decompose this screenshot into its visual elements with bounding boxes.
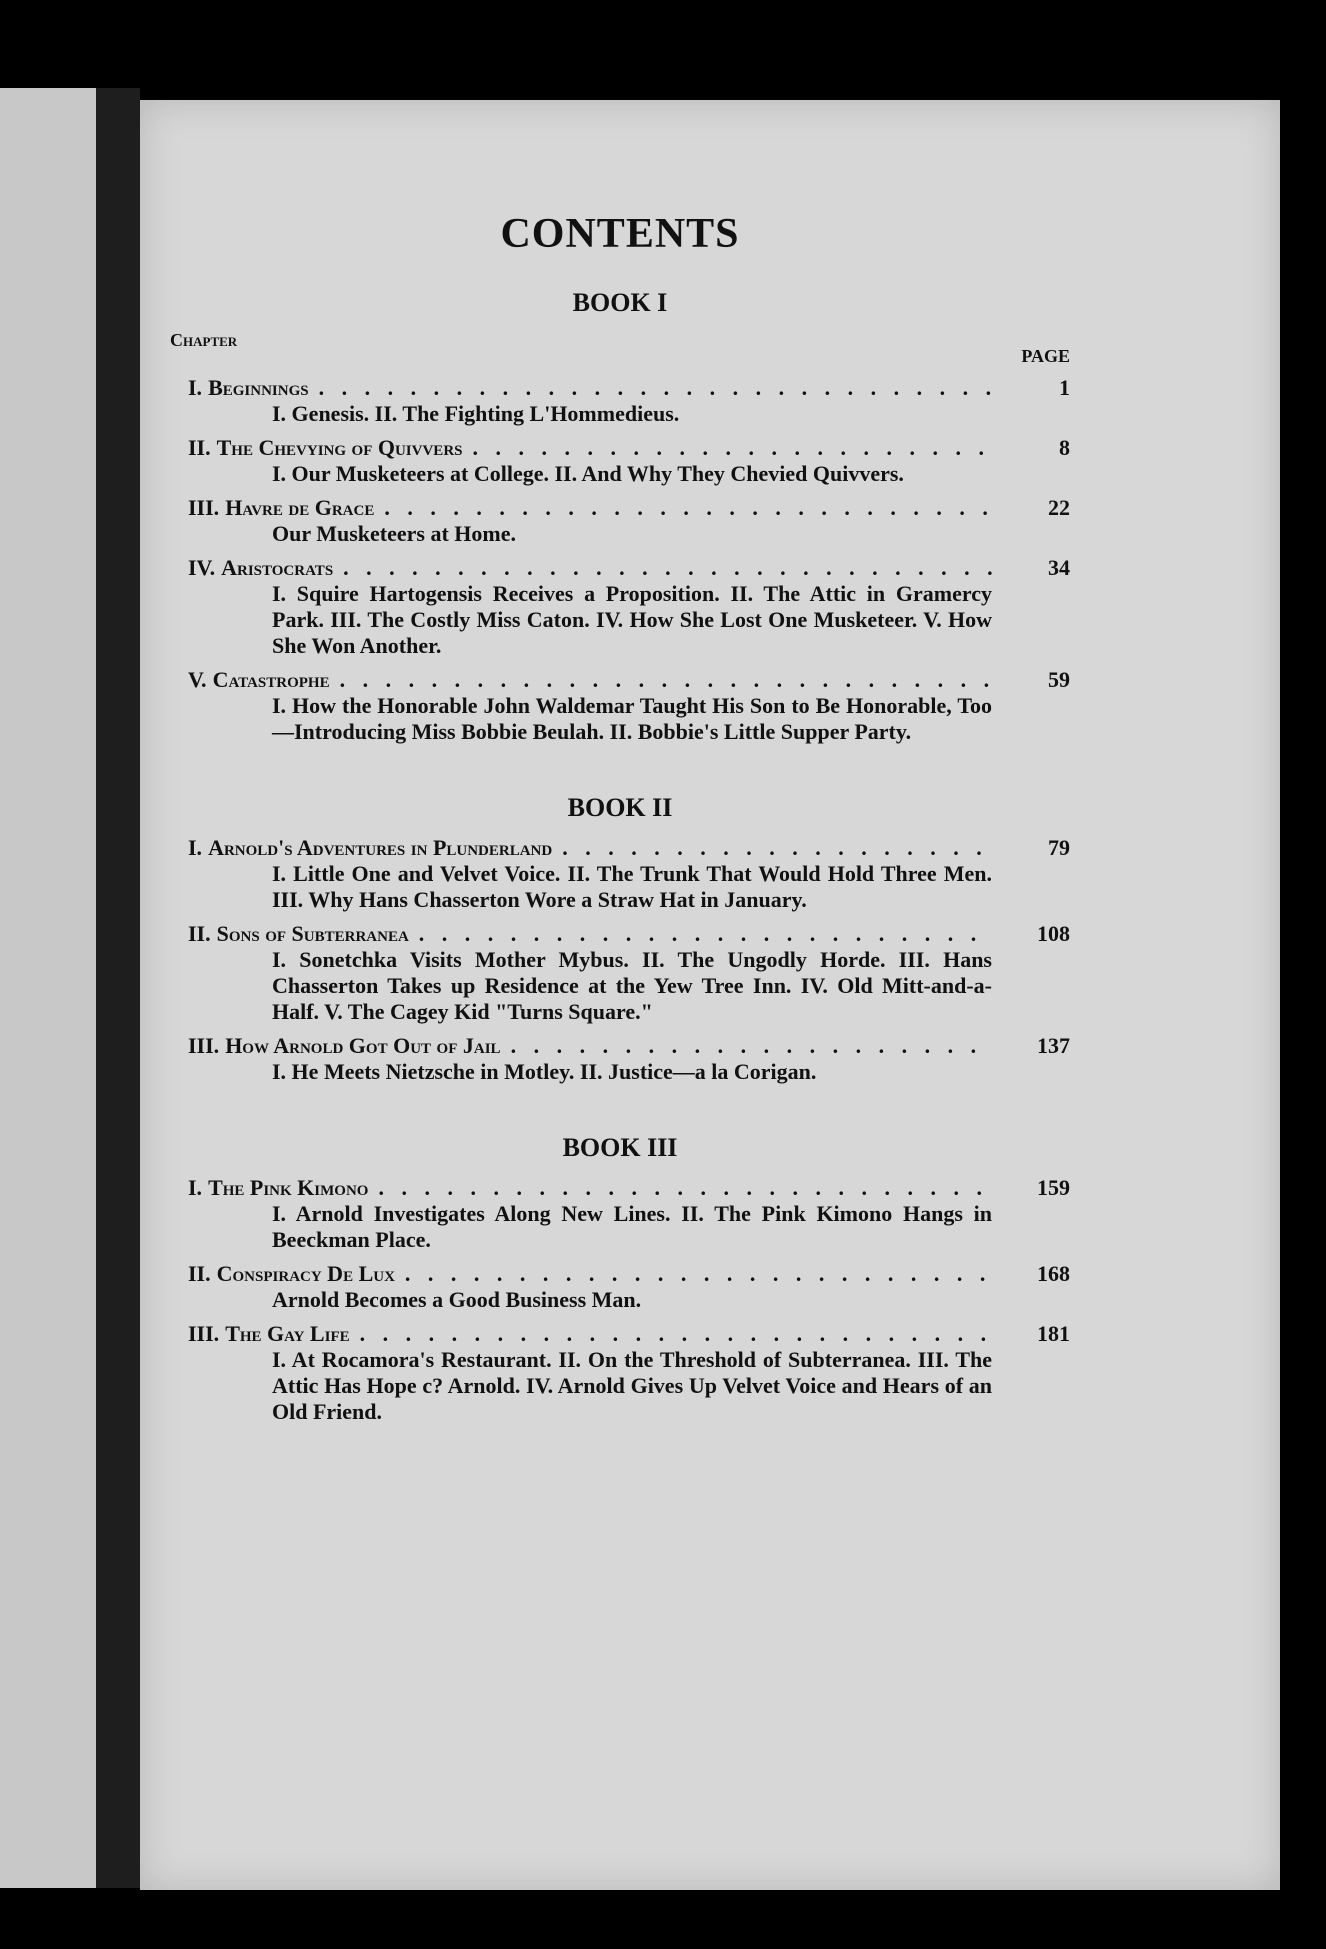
chapter-number: I. xyxy=(188,835,203,860)
chapter-title: The Pink Kimono xyxy=(208,1175,369,1200)
chapter-title: Havre de Grace xyxy=(225,495,375,520)
book-heading: BOOK II xyxy=(567,793,673,822)
chapter-sections: Arnold Becomes a Good Business Man. xyxy=(272,1287,642,1312)
page-number: 181 xyxy=(1037,1321,1070,1346)
page-number: 159 xyxy=(1037,1175,1070,1200)
chapter-title: How Arnold Got Out of Jail xyxy=(225,1033,501,1058)
chapter-label: Chapter xyxy=(170,330,238,350)
column-header xyxy=(170,330,1070,367)
toc-entry xyxy=(170,1033,1070,1085)
chapter-sections: Our Musketeers at Home. xyxy=(272,521,516,546)
dot-leader xyxy=(340,667,994,693)
chapter-number: I. xyxy=(188,1175,203,1200)
toc-entry xyxy=(170,1175,1070,1253)
toc-entry xyxy=(170,1261,1070,1313)
page-number: 59 xyxy=(1048,667,1070,692)
dot-leader xyxy=(378,1175,994,1201)
chapter-title: The Gay Life xyxy=(225,1321,350,1346)
chapter-title: Beginnings xyxy=(208,375,309,400)
chapter-sections: I. He Meets Nietzsche in Motley. II. Justice—a la Corigan. xyxy=(272,1059,817,1084)
dot-leader xyxy=(343,555,994,581)
chapter-number: III. xyxy=(188,495,220,520)
dot-leader xyxy=(360,1321,994,1347)
book-heading: BOOK I xyxy=(572,288,668,317)
chapter-number: III. xyxy=(188,1033,220,1058)
chapter-sections: I. Little One and Velvet Voice. II. The Trunk That Would Hold Three Men. III. Why Hans Chasserton Wore a Straw Hat in January. xyxy=(272,861,992,912)
toc-entry xyxy=(170,435,1070,487)
contents-block xyxy=(170,210,1070,1433)
page-label: PAGE xyxy=(1021,346,1070,366)
toc-entry xyxy=(170,835,1070,913)
page-number: 22 xyxy=(1048,495,1070,520)
dot-leader xyxy=(405,1261,994,1287)
dot-leader xyxy=(419,921,994,947)
chapter-sections: I. How the Honorable John Waldemar Taught His Son to Be Honorable, Too—Introducing Miss Bobbie Beulah. II. Bobbie's Little Supper Party. xyxy=(272,693,992,744)
toc-entry xyxy=(170,1321,1070,1425)
page-number: 168 xyxy=(1037,1261,1070,1286)
page-title: CONTENTS xyxy=(500,211,740,257)
chapter-title: Sons of Subterranea xyxy=(216,921,409,946)
book-spine xyxy=(96,88,140,1888)
toc-entry xyxy=(170,555,1070,659)
page-number: 34 xyxy=(1048,555,1070,580)
chapter-sections: I. Our Musketeers at College. II. And Why They Chevied Quivvers. xyxy=(272,461,904,486)
toc-entry xyxy=(170,495,1070,547)
toc-entry xyxy=(170,921,1070,1025)
chapter-title: Arnold's Adventures in Plunderland xyxy=(208,835,553,860)
facing-page-edge xyxy=(0,88,96,1888)
chapter-sections: I. Sonetchka Visits Mother Mybus. II. The Ungodly Horde. III. Hans Chasserton Takes up Residence at the Yew Tree Inn. IV. Old Mitt-and-a-Half. V. The Cagey Kid "Turns Square." xyxy=(272,947,992,1024)
chapter-number: II. xyxy=(188,921,211,946)
chapter-sections: I. Squire Hartogensis Receives a Proposition. II. The Attic in Gramercy Park. III. The Costly Miss Caton. IV. How She Lost One Musketeer. V. How She Won Another. xyxy=(272,581,992,658)
page-number: 108 xyxy=(1037,921,1070,946)
chapter-sections: I. Genesis. II. The Fighting L'Hommedieus. xyxy=(272,401,680,426)
chapter-sections: I. Arnold Investigates Along New Lines. II. The Pink Kimono Hangs in Beeckman Place. xyxy=(272,1201,992,1252)
chapter-number: V. xyxy=(188,667,207,692)
page-number: 1 xyxy=(1059,375,1070,400)
chapter-title: The Chevying of Quivvers xyxy=(216,435,463,460)
dot-leader xyxy=(562,835,994,861)
chapter-number: I. xyxy=(188,375,203,400)
chapter-title: Conspiracy De Lux xyxy=(216,1261,395,1286)
dot-leader xyxy=(473,435,995,461)
chapter-title: Catastrophe xyxy=(212,667,330,692)
page-number: 137 xyxy=(1037,1033,1070,1058)
toc-entry xyxy=(170,375,1070,427)
page-number: 79 xyxy=(1048,835,1070,860)
chapter-title: Aristocrats xyxy=(221,555,334,580)
dot-leader xyxy=(319,375,994,401)
chapter-number: II. xyxy=(188,435,211,460)
page-number: 8 xyxy=(1059,435,1070,460)
dot-leader xyxy=(384,495,994,521)
chapter-number: IV. xyxy=(188,555,216,580)
chapter-number: II. xyxy=(188,1261,211,1286)
toc-entry xyxy=(170,667,1070,745)
dot-leader xyxy=(511,1033,994,1059)
chapter-sections: I. At Rocamora's Restaurant. II. On the Threshold of Subterranea. III. The Attic Has Hope c? Arnold. IV. Arnold Gives Up Velvet Voice and Hears of an Old Friend. xyxy=(272,1347,992,1424)
book-heading: BOOK III xyxy=(562,1133,678,1162)
chapter-number: III. xyxy=(188,1321,220,1346)
